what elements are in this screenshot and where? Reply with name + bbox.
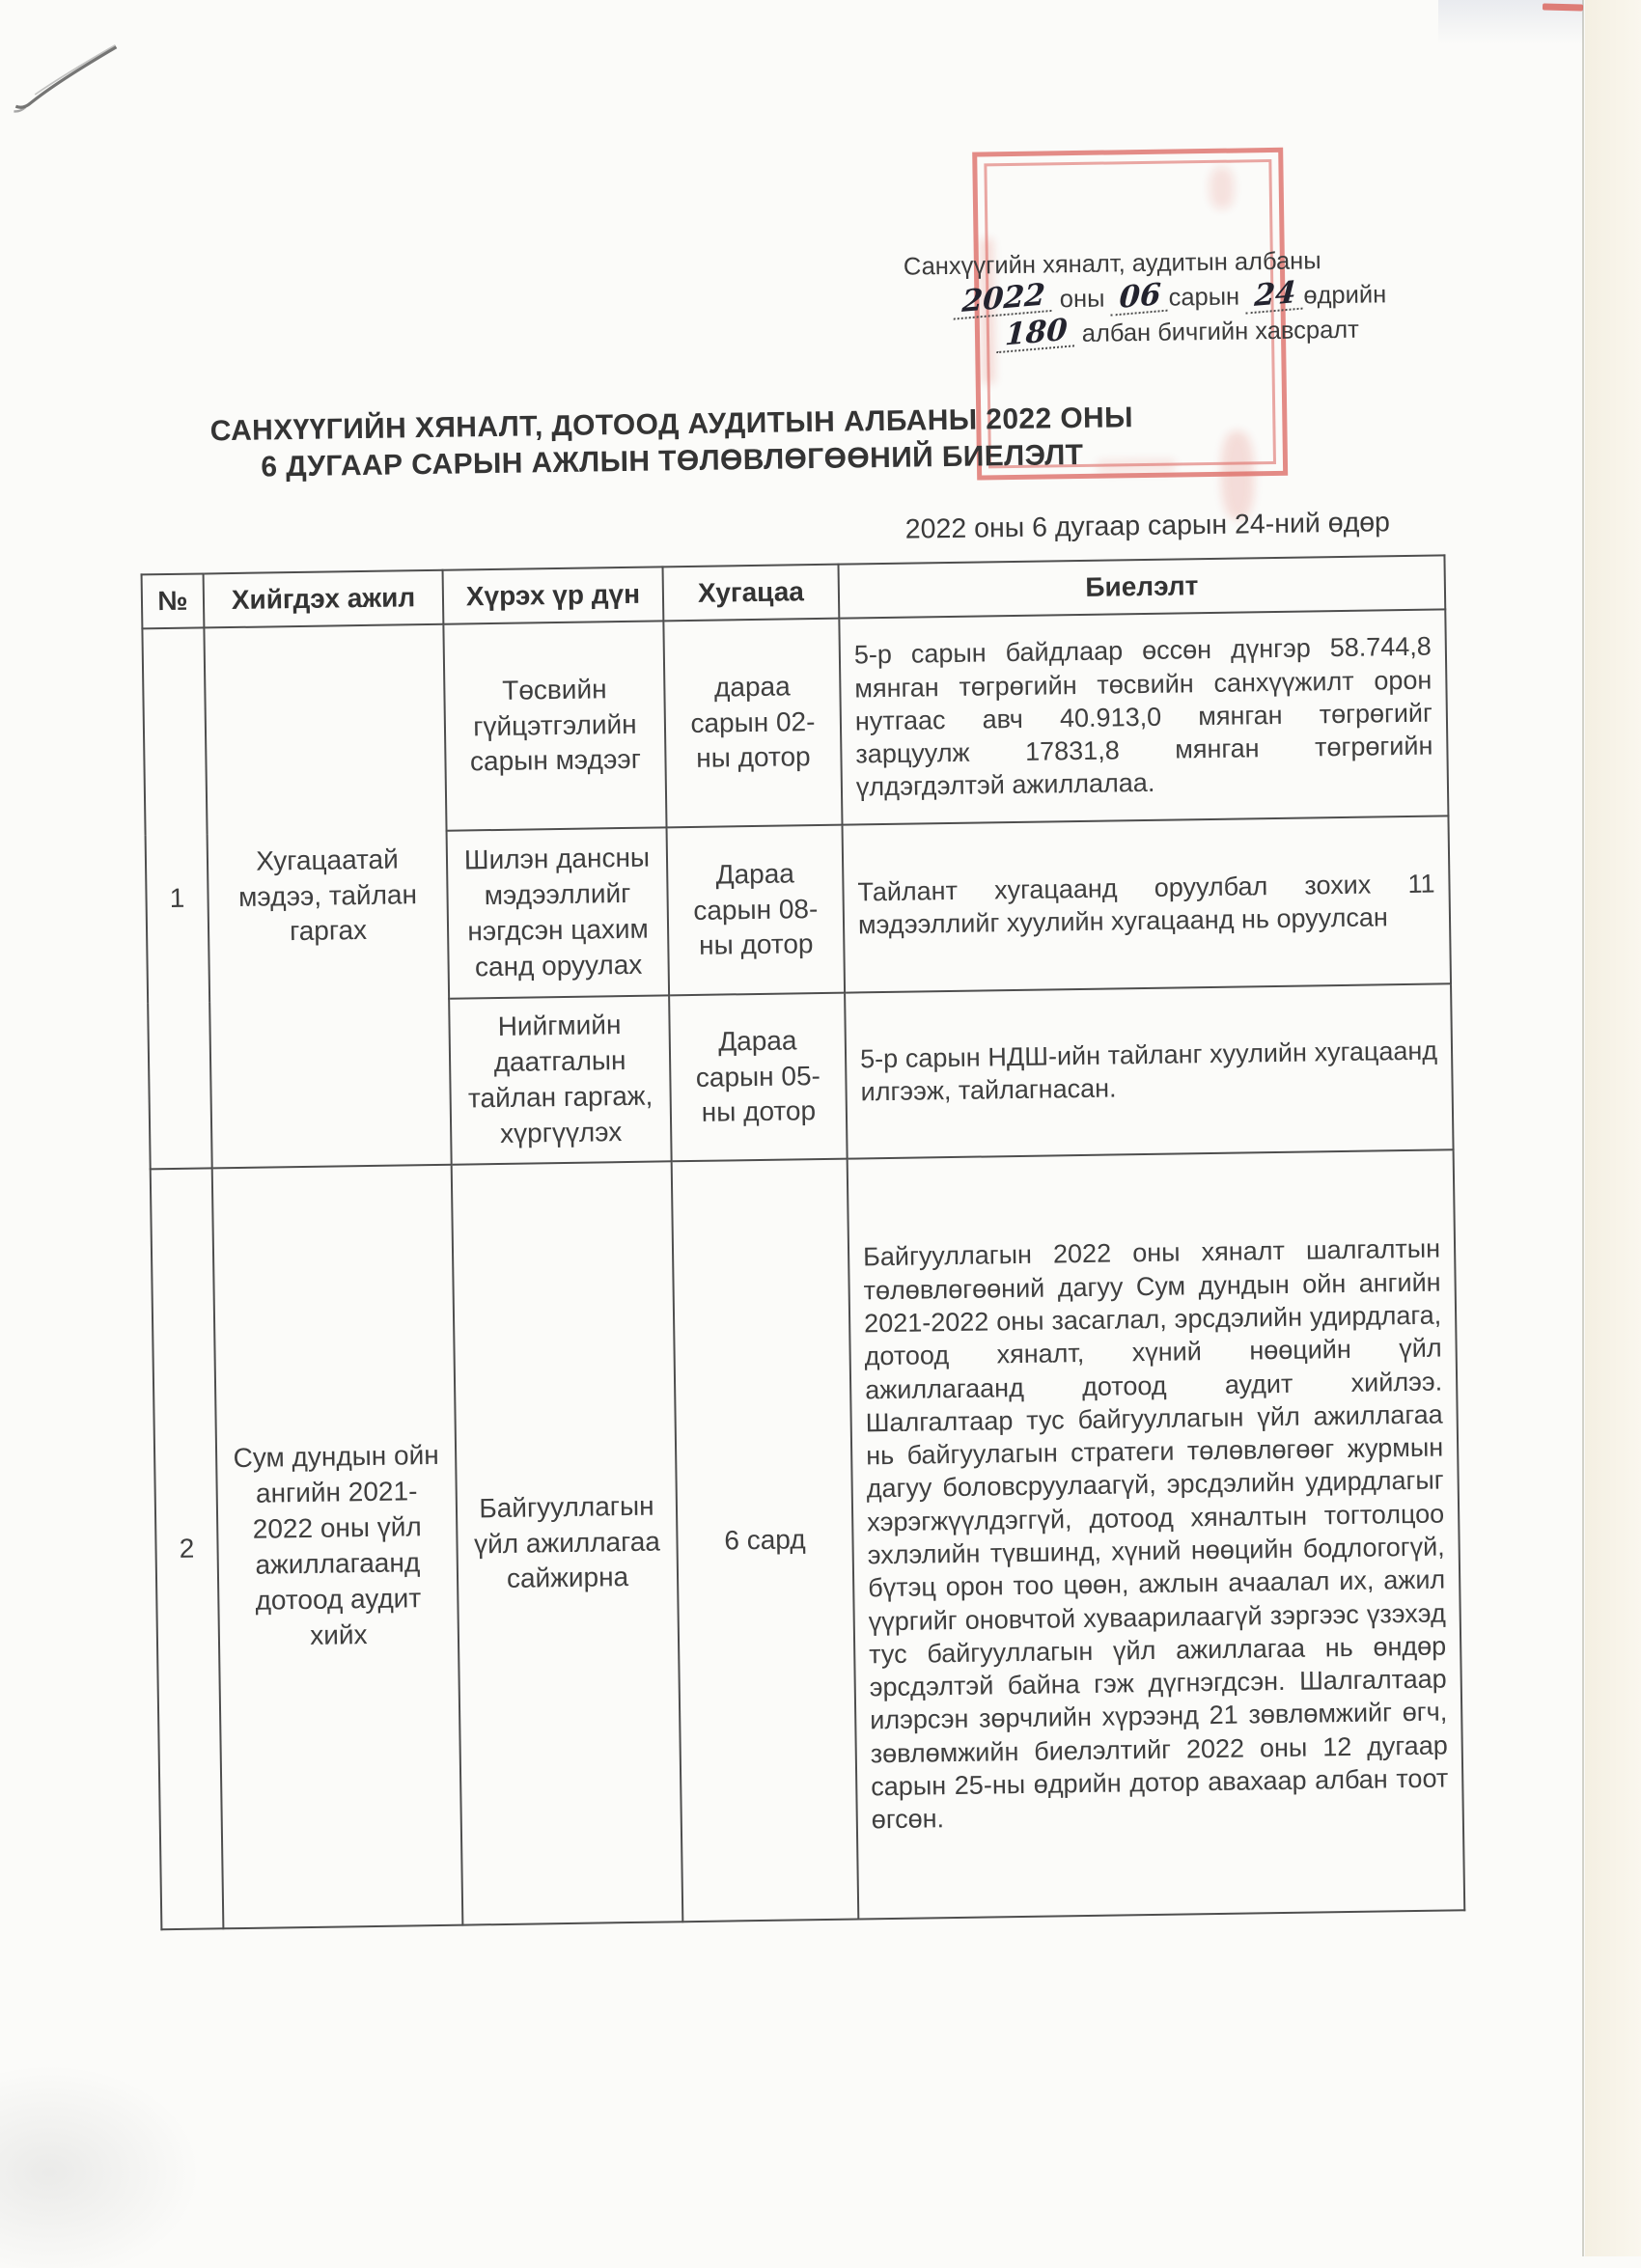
cell-deadline: дараа сарын 02-ны дотор — [663, 619, 842, 828]
document-title-line1: САНХҮҮГИЙН ХЯНАЛТ, ДОТООД АУДИТЫН АЛБАНЫ 2022 ОНЫ — [209, 401, 1134, 448]
attachment-note-org: Санхүүгийн хяналт, аудитын албаны — [903, 247, 1321, 281]
cell-no: 2 — [151, 1168, 224, 1929]
cell-result: Шилэн дансны мэдээллийг нэгдсэн цахим санд оруулах — [447, 827, 670, 998]
note-number-label: албан бичгийн хавсралт — [1074, 317, 1360, 348]
document-title-line2: 6 ДУГААР САРЫН АЖЛЫН ТӨЛӨВЛӨГӨӨНИЙ БИЕЛЭЛТ — [261, 439, 1084, 484]
attachment-note-number — [904, 313, 1392, 355]
attachment-note — [904, 242, 1393, 354]
handwritten-doc-number: 180 — [996, 315, 1075, 353]
handwritten-year: 2022 — [954, 280, 1054, 320]
cell-deadline: 6 сард — [672, 1159, 859, 1922]
cell-fulfillment: Тайлант хугацаанд оруулбал зохих 11 мэдээллийг хуулийн хугацаанд нь оруулсан — [843, 816, 1452, 992]
cell-deadline: Дараа сарын 05-ны дотор — [669, 993, 848, 1162]
date-line: 2022 оны 6 дугаар сарын 24-ний өдөр — [904, 507, 1391, 545]
note-year-label: оны — [1052, 285, 1112, 314]
stamp-smudge — [1209, 167, 1235, 209]
handwritten-day: 24 — [1245, 278, 1304, 315]
note-month-label: сарын — [1168, 283, 1247, 312]
cell-fulfillment: 5-р сарын НДШ-ийн тайланг хуулийн хугацаанд илгээж, тайлагнасан. — [845, 983, 1453, 1158]
cell-no: 1 — [142, 627, 211, 1169]
stamp-smudge — [1220, 430, 1254, 519]
plan-table — [141, 554, 1466, 1930]
col-header-fulfillment: Биелэлт — [838, 555, 1445, 618]
pencil-mark — [5, 32, 131, 125]
col-header-task: Хийгдэх ажил — [204, 570, 444, 628]
cell-result: Төсвийн гүйцэтгэлийн сарын мэдээг — [443, 621, 666, 830]
cell-task: Хугацаатай мэдээ, тайлан гаргах — [204, 624, 451, 1169]
table-row — [151, 1149, 1465, 1929]
cell-fulfillment: Байгууллагын 2022 оны хяналт шалгалтын төлөвлөгөөний дагуу Сум дундын ойн ангийн 2021-2022 оны засаглал, эрсдэлийн удирдлага, дотоод хяналт, хүний нөөцийн үйл ажиллагаанд дотоод аудит хийлээ. Шалгалтаар тус байгууллагын үйл ажиллагаа нь байгуулагын стратеги төлөвлөгөөг журмын дагуу боловсруулаагүй, эрсдэлийн удирдлагыг хэрэгжүүлдэггүй, дотоод хяналтын тогтолцоо эхлэлийн түвшинд, хүний нөөцийн бодлогогүй, бүтэц орон тоо цөөн, ажлын ачаалал их, ажил үүргийг оновчтой хуваарилаагүй зэргээс үзэхэд тус байгууллагын үйл ажиллагаа нь өндөр эрсдэлтэй байна гэж дүгнэгдсэн. Шалгалтаар илэрсэн зөрчлийн хүрээнд 21 зөвлөмжийг өгч, зөвлөмжийн биелэлтийг 2022 оны 12 дугаар сарын 25-ны өдрийн дотор авахаар албан тоот өгсөн. — [848, 1149, 1465, 1919]
note-day-label: өдрийн — [1303, 281, 1387, 310]
table-row — [142, 609, 1448, 835]
cell-task: Сум дундын ойн ангийн 2021-2022 оны үйл ажиллагаанд дотоод аудит хийх — [212, 1165, 463, 1929]
handwritten-month: 06 — [1111, 280, 1170, 317]
cell-deadline: Дараа сарын 08-ны дотор — [667, 825, 846, 996]
col-header-no: № — [142, 573, 205, 628]
cell-fulfillment: 5-р сарын байдлаар өссөн дүнгэр 58.744,8 мянган төгрөгийн төсвийн санхүүжилт орон нутгаас авч 40.913,0 мянган төгрөгийг зарцуулж 17831,8 мянган төгрөгийн үлдэгдэлтэй ажиллалаа. — [839, 609, 1448, 824]
document-title — [153, 399, 1191, 488]
cell-result: Байгууллагын үйл ажиллагаа сайжирна — [452, 1161, 683, 1924]
col-header-result: Хүрэх үр дүн — [443, 567, 664, 623]
cell-result: Нийгмийн даатгалын тайлан гаргаж, хүргүүлэх — [449, 995, 672, 1164]
col-header-deadline: Хугацаа — [663, 565, 840, 622]
